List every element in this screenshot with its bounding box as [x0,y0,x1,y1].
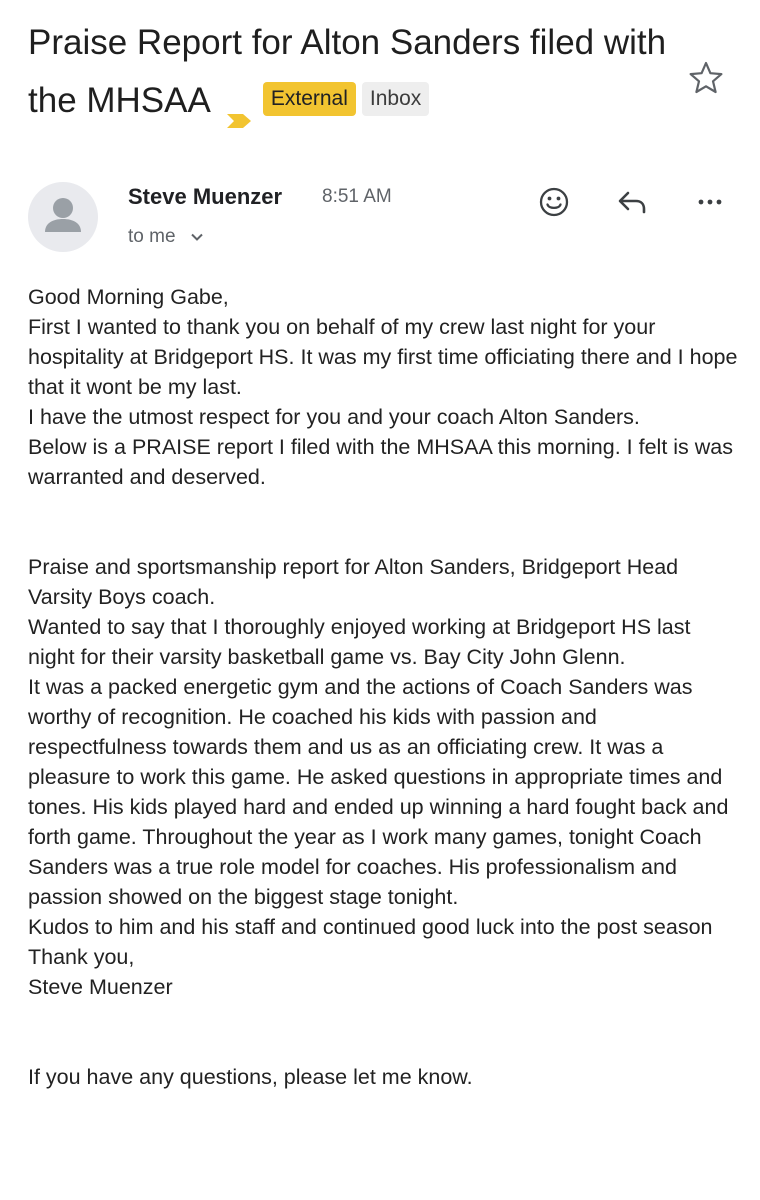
emoji-reaction-icon[interactable] [534,182,574,222]
sender-avatar[interactable] [28,182,98,252]
body-paragraph-closing: If you have any questions, please let me know. [28,1065,473,1089]
more-options-icon[interactable] [690,182,730,222]
external-label: External [263,82,356,116]
sent-time: 8:51 AM [322,186,392,207]
recipient-toggle[interactable] [128,226,204,248]
subject-text: Praise Report for Alton Sanders filed with the MHSAA [28,23,667,120]
email-body [28,282,740,1092]
recipient-text: to me [128,226,176,247]
email-subject [28,14,668,130]
body-paragraph-greeting: Good Morning Gabe, First I wanted to thank you on behalf of my crew last night for your hospitality at Bridgeport HS. It was my first time officiating there and I hope that it wont be my last. I have the utmost respect for you and your coach Alton Sanders. Below is a PRAISE report I filed with the MHSAA this morning. I felt is was warranted and deserved. [28,285,738,489]
inbox-label[interactable]: Inbox [362,82,429,116]
chevron-down-icon [190,228,204,242]
star-icon[interactable] [686,58,726,98]
important-marker-icon[interactable] [225,90,253,108]
reply-icon[interactable] [612,182,652,222]
sender-name[interactable]: Steve Muenzer [128,184,283,209]
avatar-placeholder-icon [28,182,98,252]
body-paragraph-report: Praise and sportsmanship report for Alton Sanders, Bridgeport Head Varsity Boys coach. Wanted to say that I thoroughly enjoyed working at Bridgeport HS last night for their varsity basketball game vs. Bay City John Glenn. It was a packed energetic gym and the actions of Coach Sanders was worthy of recognition. He coached his kids with passion and respectfulness towards them and us as an officiating crew. It was a pleasure to work this game. He asked questions in appropriate times and tones. His kids played hard and ended up winning a hard fought back and forth game. Throughout the year as I work many games, tonight Coach Sanders was a true role model for coaches. His professionalism and passion showed on the biggest stage tonight. Kudos to him and his staff and continued good luck into the post season Thank you, Steve Muenzer [28,555,729,999]
